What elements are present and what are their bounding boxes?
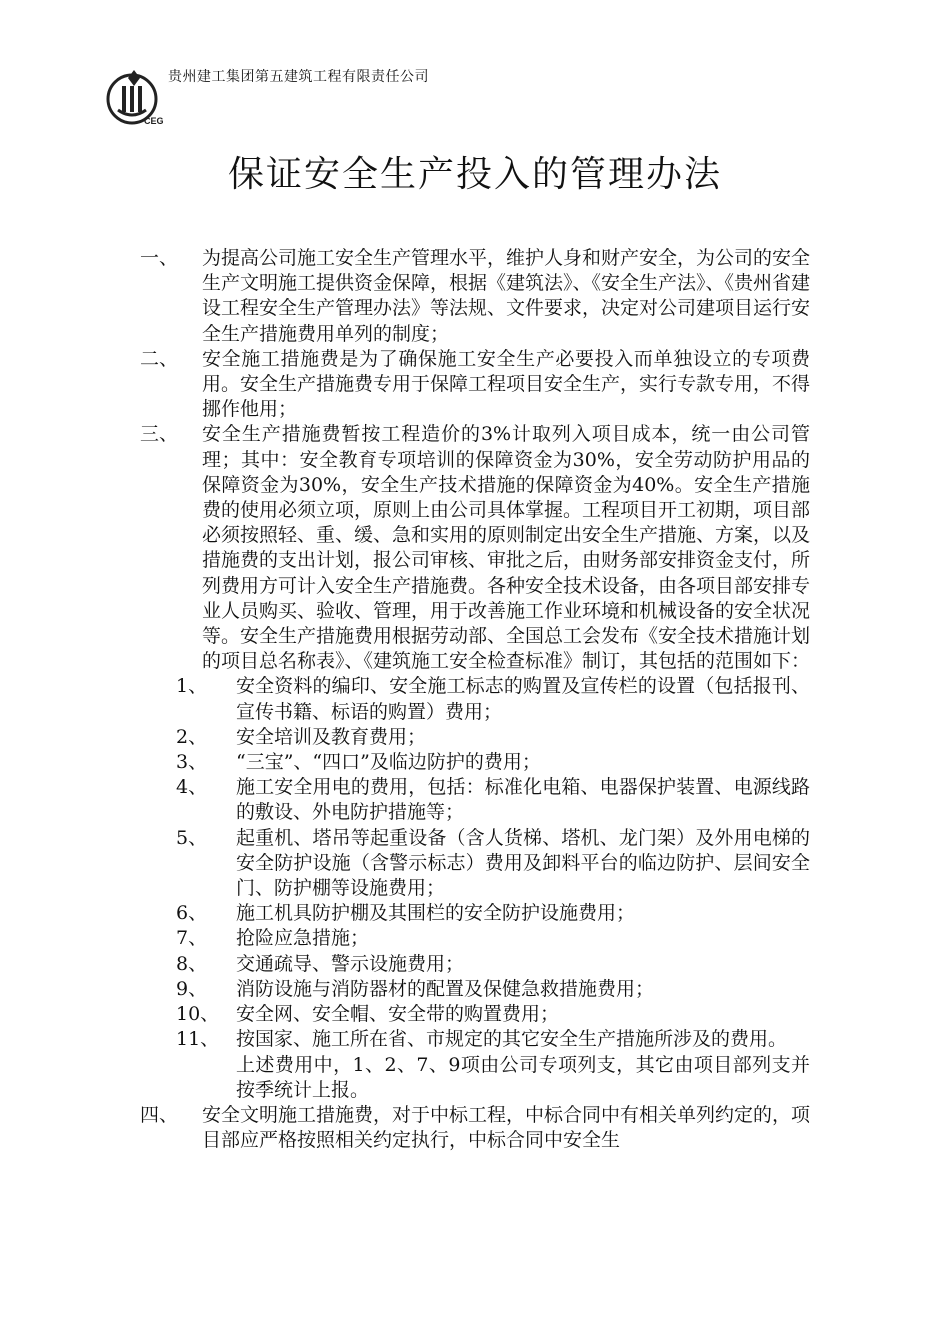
section-text: 安全文明施工措施费，对于中标工程，中标合同中有相关单列约定的，项目部应严格按照相关约定执行，中标合同中安全生	[202, 1103, 811, 1152]
item-number: 4、	[176, 776, 208, 799]
logo-text: CEG	[144, 116, 164, 126]
document-body	[140, 246, 810, 1153]
list-item	[176, 1027, 810, 1052]
item-number: 9、	[176, 977, 208, 1000]
item-text: 安全资料的编印、安全施工标志的购置及宣传栏的设置（包括报刊、宣传书籍、标语的购置）费用；	[236, 675, 810, 723]
item-number: 2、	[176, 725, 208, 748]
page-title: 保证安全生产投入的管理办法	[227, 154, 722, 195]
list-item	[176, 977, 810, 1002]
list-item	[176, 725, 810, 750]
item-text: 施工安全用电的费用，包括：标准化电箱、电器保护装置、电源线路的敷设、外电防护措施等；	[236, 776, 810, 824]
item-text: 抢险应急措施；	[236, 927, 370, 950]
item-text: 安全培训及教育费用；	[236, 725, 427, 748]
list-item	[176, 926, 810, 951]
item-number: 7、	[176, 927, 208, 950]
list-item	[176, 775, 810, 825]
item-number: 5、	[176, 826, 208, 849]
section-number: 四、	[140, 1103, 179, 1126]
section-number: 三、	[140, 423, 179, 446]
item-number: 6、	[176, 902, 208, 925]
item-text: “三宝”、“四口”及临边防护的费用；	[236, 751, 541, 774]
item-text: 交通疏导、警示设施费用；	[236, 952, 465, 975]
list-item	[176, 750, 810, 775]
item-text: 消防设施与消防器材的配置及保健急救措施费用；	[236, 977, 655, 1000]
company-name: 贵州建工集团第五建筑工程有限责任公司	[168, 69, 429, 85]
section-number: 二、	[140, 347, 179, 370]
section-2	[140, 347, 810, 423]
item-number: 10、	[176, 1003, 220, 1026]
list-item	[176, 901, 810, 926]
section-4	[140, 1103, 810, 1153]
company-logo-icon	[104, 66, 164, 126]
item-text: 施工机具防护棚及其围栏的安全防护设施费用；	[236, 902, 636, 925]
section-text: 为提高公司施工安全生产管理水平，维护人身和财产安全，为公司的安全生产文明施工提供资金保障，根据《建筑法》、《安全生产法》、《贵州省建设工程安全生产管理办法》等法规、文件要求，决定对公司建项目运行安全生产措施费用单列的制度；	[202, 247, 811, 345]
expense-items-list	[176, 674, 810, 1052]
section-text: 安全生产措施费暂按工程造价的3%计取列入项目成本，统一由公司管理；其中：安全教育专项培训的保障资金为30%，安全劳动防护用品的保障资金为30%，安全生产技术措施的保障资金为40%。安全生产措施费的使用必须立项，原则上由公司具体掌握。工程项目开工初期，项目部必须按照轻、重、缓、急和实用的原则制定出安全生产措施、方案，以及措施费的支出计划，报公司审核、审批之后，由财务部安排资金支付，所列费用方可计入安全生产措施费。各种安全技术设备，由各项目部安排专业人员购买、验收、管理，用于改善施工作业环境和机械设备的安全状况等。安全生产措施费用根据劳动部、全国总工会发布《安全技术措施计划的项目总名称表》、《建筑施工安全检查标准》制订，其包括的范围如下：	[202, 423, 811, 673]
item-text: 安全网、安全帽、安全带的购置费用；	[236, 1003, 560, 1026]
page-header	[100, 62, 700, 132]
item-number: 3、	[176, 751, 208, 774]
list-item	[176, 826, 810, 902]
section-3	[140, 422, 810, 674]
item-text: 起重机、塔吊等起重设备（含人货梯、塔机、龙门架）及外用电梯的安全防护设施（含警示标志）费用及卸料平台的临边防护、层间安全门、防护棚等设施费用；	[236, 826, 810, 900]
list-item	[176, 674, 810, 724]
list-item	[176, 1002, 810, 1027]
section-number: 一、	[140, 247, 179, 269]
item-text: 按国家、施工所在省、市规定的其它安全生产措施所涉及的费用。	[236, 1028, 788, 1051]
section-1	[140, 246, 810, 347]
section-text: 安全施工措施费是为了确保施工安全生产必要投入而单独设立的专项费用。安全生产措施费专用于保障工程项目安全生产，实行专款专用，不得挪作他用；	[202, 347, 811, 421]
list-item	[176, 952, 810, 977]
item-number: 1、	[176, 675, 208, 698]
item-number: 11、	[176, 1028, 220, 1051]
item-number: 8、	[176, 952, 208, 975]
expense-note: 上述费用中，1、2、7、9项由公司专项列支，其它由项目部列支并按季统计上报。	[236, 1053, 810, 1101]
